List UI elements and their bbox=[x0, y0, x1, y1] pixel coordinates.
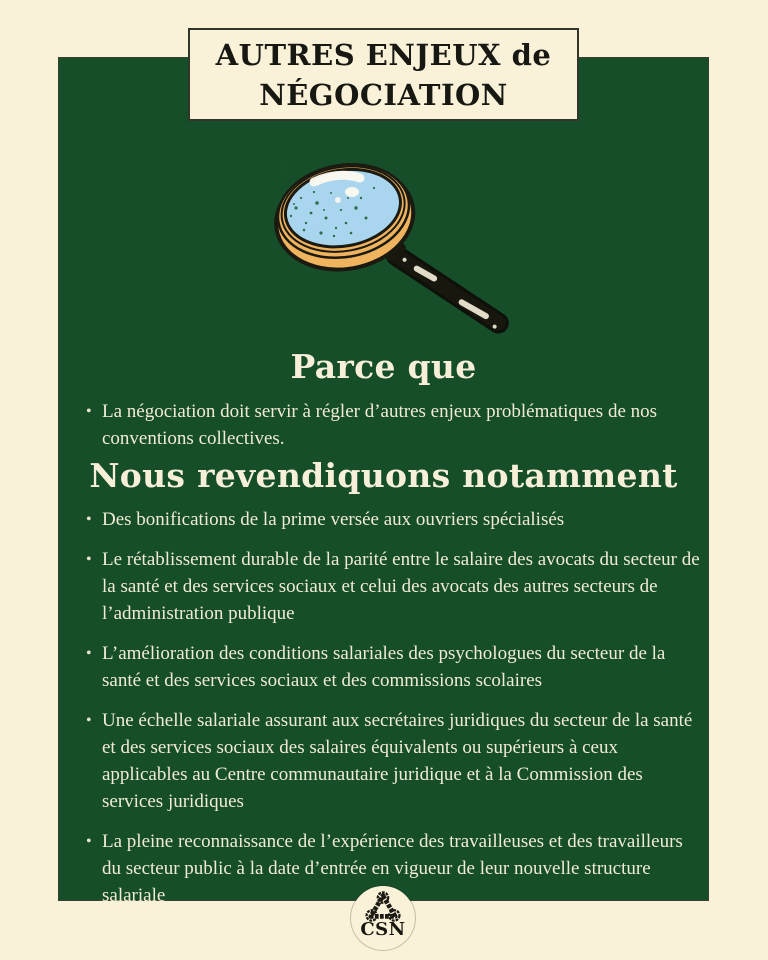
list-item-text: Le rétablissement durable de la parité entre le salaire des avocats du secteur de la santé et des services sociaux et celui des avocats des autres secteurs de l’administration publique bbox=[102, 549, 700, 624]
parce-que-list bbox=[84, 398, 706, 465]
list-item bbox=[84, 546, 706, 627]
list-item-text: La pleine reconnaissance de l’expérience des travailleuses et des travailleurs du secteur public à la date d’entrée en vigueur de leur nouvelle structure salariale bbox=[102, 831, 683, 906]
list-item-text: Des bonifications de la prime versée aux ouvriers spécialisés bbox=[102, 509, 565, 530]
list-item bbox=[84, 506, 706, 533]
section-heading-revendications: Nous revendiquons notamment bbox=[89, 456, 678, 495]
list-item bbox=[84, 640, 706, 694]
poster-title-line2: NÉGOCIATION bbox=[259, 77, 508, 112]
bullet-dot: • bbox=[86, 712, 92, 729]
list-item bbox=[84, 707, 706, 815]
poster-title-line1: AUTRES ENJEUX de bbox=[215, 37, 552, 72]
list-item-text: L’amélioration des conditions salariales des psychologues du secteur de la santé et des services sociaux et des commissions scolaires bbox=[102, 643, 666, 691]
magnifying-glass-icon bbox=[256, 148, 518, 344]
bullet-dot: • bbox=[86, 403, 92, 420]
list-item-text: Une échelle salariale assurant aux secrétaires juridiques du secteur de la santé et des services sociaux des salaires équivalents ou supérieurs à ceux applicables au Centre communautaire juridique et à la Commission des services juridiques bbox=[102, 710, 693, 812]
list-item-text: La négociation doit servir à régler d’autres enjeux problématiques de nos conventions collectives. bbox=[102, 401, 658, 449]
title-box bbox=[188, 28, 579, 121]
section-heading-parce-que: Parce que bbox=[290, 347, 477, 386]
bullet-dot: • bbox=[86, 645, 92, 662]
csn-logo-text: CSN bbox=[360, 919, 406, 940]
bullet-dot: • bbox=[86, 511, 92, 528]
csn-logo bbox=[351, 886, 415, 950]
list-item bbox=[84, 398, 706, 452]
bullet-dot: • bbox=[86, 551, 92, 568]
revendications-list bbox=[84, 506, 706, 922]
bullet-dot: • bbox=[86, 833, 92, 850]
